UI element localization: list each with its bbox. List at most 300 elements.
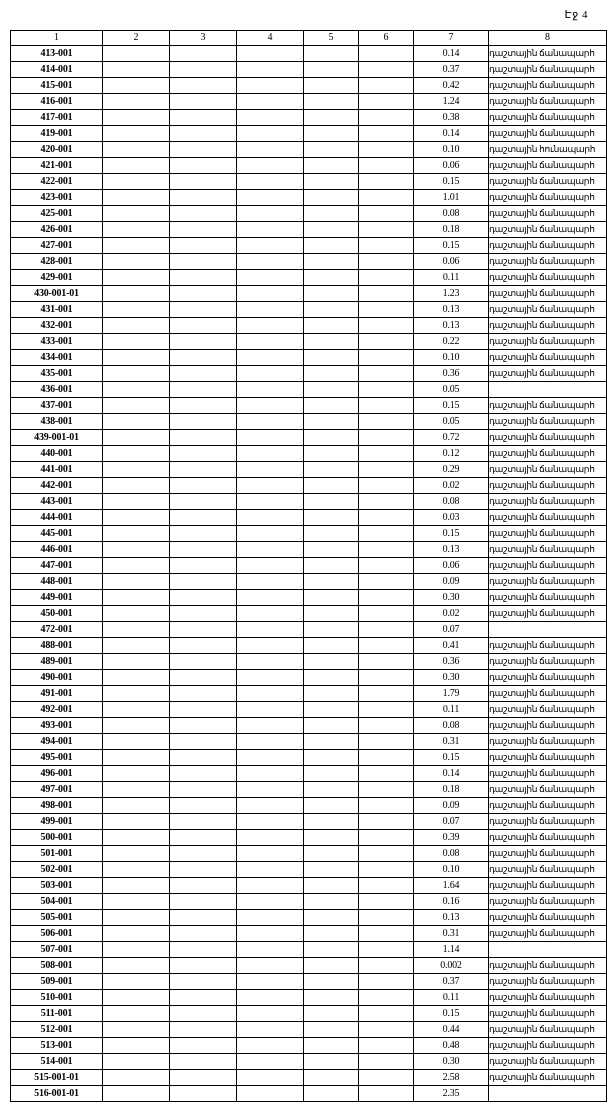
cell-col-3 [170,894,237,910]
cell-col-6 [359,622,414,638]
cell-col-4 [237,670,304,686]
cell-description: դաշտային ճանապարհ [489,878,607,894]
cell-description: դաշտային ճանապարհ [489,62,607,78]
cell-col-6 [359,126,414,142]
cell-value: 0.36 [414,654,489,670]
cell-col-4 [237,494,304,510]
cell-col-4 [237,814,304,830]
cell-col-4 [237,302,304,318]
table-row [11,478,607,494]
cell-description [489,622,607,638]
cell-code: 415-001 [11,78,103,94]
table-row [11,398,607,414]
cell-col-2 [103,670,170,686]
cell-value: 0.05 [414,382,489,398]
cell-col-2 [103,46,170,62]
cell-code: 515-001-01 [11,1070,103,1086]
cell-description: դաշտային ճանապարհ [489,478,607,494]
cell-col-4 [237,686,304,702]
cell-col-6 [359,254,414,270]
cell-code: 426-001 [11,222,103,238]
cell-col-5 [304,446,359,462]
table-row [11,990,607,1006]
cell-col-3 [170,110,237,126]
cell-col-6 [359,190,414,206]
cell-col-4 [237,414,304,430]
column-number-row [11,31,607,46]
cell-value: 0.05 [414,414,489,430]
cell-col-5 [304,238,359,254]
cell-col-6 [359,462,414,478]
cell-col-4 [237,734,304,750]
cell-col-4 [237,270,304,286]
cell-col-6 [359,1070,414,1086]
cell-col-2 [103,622,170,638]
cell-col-4 [237,878,304,894]
cell-code: 510-001 [11,990,103,1006]
cell-col-2 [103,94,170,110]
cell-col-2 [103,798,170,814]
cell-col-3 [170,798,237,814]
table-row [11,1022,607,1038]
cell-col-3 [170,718,237,734]
cell-code: 504-001 [11,894,103,910]
cell-code: 446-001 [11,542,103,558]
cell-col-2 [103,830,170,846]
cell-col-6 [359,782,414,798]
cell-description: դաշտային ճանապարհ [489,958,607,974]
cell-col-3 [170,1054,237,1070]
cell-col-6 [359,158,414,174]
cell-description: դաշտային ճանապարհ [489,750,607,766]
column-header-1: 1 [11,31,103,46]
table-row [11,1086,607,1102]
cell-value: 0.13 [414,910,489,926]
cell-code: 430-001-01 [11,286,103,302]
cell-col-6 [359,910,414,926]
cell-col-4 [237,1070,304,1086]
cell-code: 472-001 [11,622,103,638]
cell-col-3 [170,430,237,446]
cell-col-5 [304,190,359,206]
cell-col-4 [237,622,304,638]
table-row [11,766,607,782]
cell-value: 0.08 [414,494,489,510]
cell-value: 0.39 [414,830,489,846]
cell-col-3 [170,878,237,894]
table-row [11,318,607,334]
cell-col-4 [237,958,304,974]
cell-value: 0.02 [414,478,489,494]
table-row [11,446,607,462]
cell-col-6 [359,382,414,398]
cell-col-5 [304,462,359,478]
cell-col-2 [103,174,170,190]
table-row [11,734,607,750]
cell-col-3 [170,686,237,702]
cell-col-2 [103,526,170,542]
cell-col-2 [103,814,170,830]
cell-value: 0.07 [414,814,489,830]
cell-value: 0.72 [414,430,489,446]
cell-code: 432-001 [11,318,103,334]
cell-col-2 [103,430,170,446]
cell-col-2 [103,270,170,286]
cell-col-2 [103,574,170,590]
table-row [11,430,607,446]
cell-col-5 [304,126,359,142]
cell-col-6 [359,142,414,158]
table-row [11,302,607,318]
cell-col-6 [359,270,414,286]
cell-col-2 [103,318,170,334]
cell-col-4 [237,318,304,334]
cell-value: 0.03 [414,510,489,526]
cell-col-2 [103,542,170,558]
cell-col-3 [170,526,237,542]
cell-col-3 [170,254,237,270]
table-header [11,31,607,46]
cell-description: դաշտային ճանապարհ [489,670,607,686]
cell-col-5 [304,398,359,414]
column-header-8: 8 [489,31,607,46]
cell-col-5 [304,1006,359,1022]
cell-col-4 [237,1054,304,1070]
cell-col-2 [103,958,170,974]
cell-col-4 [237,846,304,862]
cell-col-3 [170,622,237,638]
cell-col-3 [170,190,237,206]
cell-col-6 [359,318,414,334]
cell-col-3 [170,542,237,558]
column-header-3: 3 [170,31,237,46]
cell-code: 445-001 [11,526,103,542]
cell-col-3 [170,334,237,350]
cell-col-3 [170,46,237,62]
cell-col-4 [237,110,304,126]
cell-col-2 [103,222,170,238]
cell-col-2 [103,142,170,158]
cell-col-4 [237,782,304,798]
cell-col-6 [359,94,414,110]
cell-col-5 [304,1086,359,1102]
cell-col-3 [170,94,237,110]
cell-col-3 [170,990,237,1006]
cell-col-3 [170,1022,237,1038]
cell-code: 448-001 [11,574,103,590]
cell-col-2 [103,350,170,366]
cell-description: դաշտային ճանապարհ [489,1054,607,1070]
cell-description: դաշտային հունապարհ [489,142,607,158]
cell-code: 499-001 [11,814,103,830]
table-row [11,366,607,382]
cell-col-2 [103,750,170,766]
cell-code: 437-001 [11,398,103,414]
cell-col-5 [304,926,359,942]
cell-col-5 [304,270,359,286]
cell-col-3 [170,478,237,494]
cell-code: 423-001 [11,190,103,206]
cell-col-5 [304,158,359,174]
cell-code: 508-001 [11,958,103,974]
cell-description: դաշտային ճանապարհ [489,926,607,942]
table-row [11,926,607,942]
cell-col-6 [359,46,414,62]
cell-code: 434-001 [11,350,103,366]
cell-description [489,382,607,398]
cell-value: 0.15 [414,750,489,766]
cell-col-5 [304,558,359,574]
cell-col-5 [304,318,359,334]
table-row [11,830,607,846]
cell-col-3 [170,1006,237,1022]
cell-code: 502-001 [11,862,103,878]
cell-col-3 [170,830,237,846]
cell-code: 428-001 [11,254,103,270]
cell-code: 433-001 [11,334,103,350]
cell-col-3 [170,702,237,718]
cell-description: դաշտային ճանապարհ [489,734,607,750]
cell-col-4 [237,238,304,254]
cell-value: 0.14 [414,126,489,142]
cell-code: 498-001 [11,798,103,814]
table-row [11,526,607,542]
cell-col-3 [170,814,237,830]
cell-description: դաշտային ճանապարհ [489,654,607,670]
cell-col-3 [170,766,237,782]
cell-description: դաշտային ճանապարհ [489,1070,607,1086]
cell-description: դաշտային ճանապարհ [489,894,607,910]
cell-col-3 [170,974,237,990]
cell-description [489,1086,607,1102]
cell-code: 501-001 [11,846,103,862]
cell-description: դաշտային ճանապարհ [489,334,607,350]
cell-col-5 [304,1070,359,1086]
table-row [11,878,607,894]
cell-description: դաշտային ճանապարհ [489,190,607,206]
cell-code: 441-001 [11,462,103,478]
cell-value: 0.15 [414,238,489,254]
cell-value: 0.11 [414,990,489,1006]
cell-col-6 [359,894,414,910]
cell-col-4 [237,222,304,238]
cell-col-3 [170,926,237,942]
table-row [11,558,607,574]
cell-col-2 [103,926,170,942]
cell-col-4 [237,718,304,734]
cell-code: 497-001 [11,782,103,798]
cell-col-4 [237,286,304,302]
cell-col-4 [237,62,304,78]
cell-col-6 [359,62,414,78]
cell-code: 450-001 [11,606,103,622]
cell-description: դաշտային ճանապարհ [489,782,607,798]
table-row [11,702,607,718]
cell-col-5 [304,766,359,782]
cell-col-6 [359,670,414,686]
cell-value: 0.29 [414,462,489,478]
cell-col-5 [304,798,359,814]
cell-col-5 [304,382,359,398]
cell-col-2 [103,878,170,894]
cell-value: 0.22 [414,334,489,350]
cell-description: դաշտային ճանապարհ [489,1038,607,1054]
cell-col-2 [103,862,170,878]
cell-col-2 [103,302,170,318]
cell-description: դաշտային ճանապարհ [489,158,607,174]
cell-col-2 [103,446,170,462]
cell-description: դաշտային ճանապարհ [489,798,607,814]
cell-code: 416-001 [11,94,103,110]
column-header-6: 6 [359,31,414,46]
table-row [11,686,607,702]
cell-col-4 [237,158,304,174]
cell-col-2 [103,334,170,350]
cell-code: 500-001 [11,830,103,846]
cell-code: 438-001 [11,414,103,430]
cell-description: դաշտային ճանապարհ [489,990,607,1006]
cell-code: 444-001 [11,510,103,526]
cell-code: 505-001 [11,910,103,926]
cell-value: 0.37 [414,974,489,990]
cell-col-4 [237,510,304,526]
cell-col-4 [237,1006,304,1022]
table-row [11,206,607,222]
cell-col-6 [359,398,414,414]
cell-code: 449-001 [11,590,103,606]
cell-col-3 [170,910,237,926]
cell-code: 503-001 [11,878,103,894]
cell-col-5 [304,670,359,686]
cell-description: դաշտային ճանապարհ [489,222,607,238]
cell-value: 1.23 [414,286,489,302]
cell-value: 0.12 [414,446,489,462]
cell-col-2 [103,910,170,926]
cell-col-3 [170,670,237,686]
cell-col-2 [103,510,170,526]
cell-col-2 [103,190,170,206]
cell-value: 0.07 [414,622,489,638]
cell-col-2 [103,158,170,174]
cell-col-6 [359,846,414,862]
cell-col-5 [304,734,359,750]
cell-col-6 [359,350,414,366]
cell-col-6 [359,238,414,254]
cell-col-4 [237,382,304,398]
cell-description: դաշտային ճանապարհ [489,254,607,270]
cell-col-2 [103,382,170,398]
cell-col-2 [103,1070,170,1086]
cell-description: դաշտային ճանապարհ [489,318,607,334]
cell-value: 0.09 [414,574,489,590]
cell-col-5 [304,46,359,62]
table-row [11,334,607,350]
table-row [11,350,607,366]
cell-col-4 [237,190,304,206]
cell-code: 516-001-01 [11,1086,103,1102]
cell-description: դաշտային ճանապարհ [489,910,607,926]
cell-col-4 [237,430,304,446]
cell-col-5 [304,1022,359,1038]
cell-col-4 [237,1086,304,1102]
cell-code: 414-001 [11,62,103,78]
cell-col-5 [304,110,359,126]
table-row [11,958,607,974]
table-row [11,142,607,158]
cell-col-2 [103,366,170,382]
cell-code: 413-001 [11,46,103,62]
cell-col-4 [237,350,304,366]
cell-col-2 [103,462,170,478]
cell-col-2 [103,718,170,734]
cell-col-6 [359,702,414,718]
cell-col-5 [304,78,359,94]
cell-col-5 [304,526,359,542]
cell-value: 0.42 [414,78,489,94]
cell-code: 509-001 [11,974,103,990]
cell-description: դաշտային ճանապարհ [489,814,607,830]
cell-code: 514-001 [11,1054,103,1070]
cell-col-3 [170,862,237,878]
cell-col-3 [170,1086,237,1102]
cell-col-6 [359,958,414,974]
cell-col-3 [170,734,237,750]
cell-description: դաշտային ճանապարհ [489,718,607,734]
cell-col-5 [304,702,359,718]
cell-col-6 [359,334,414,350]
cell-col-5 [304,478,359,494]
table-row [11,622,607,638]
cell-col-2 [103,1054,170,1070]
cell-col-5 [304,62,359,78]
cell-col-3 [170,238,237,254]
cell-col-3 [170,174,237,190]
cell-col-3 [170,350,237,366]
cell-col-5 [304,350,359,366]
cell-col-6 [359,206,414,222]
cell-col-5 [304,974,359,990]
cell-description: դաշտային ճանապարհ [489,686,607,702]
table-row [11,158,607,174]
cell-col-4 [237,990,304,1006]
table-row [11,270,607,286]
cell-col-3 [170,638,237,654]
cell-col-4 [237,574,304,590]
cell-col-4 [237,206,304,222]
cell-col-6 [359,878,414,894]
cell-col-6 [359,686,414,702]
table-row [11,782,607,798]
table-row [11,78,607,94]
cell-col-2 [103,110,170,126]
cell-col-5 [304,958,359,974]
cell-col-4 [237,526,304,542]
cell-col-2 [103,254,170,270]
cell-description: դաշտային ճանապարհ [489,974,607,990]
cell-col-2 [103,702,170,718]
cell-col-6 [359,990,414,1006]
cell-col-5 [304,622,359,638]
cell-description: դաշտային ճանապարհ [489,366,607,382]
cell-description: դաշտային ճանապարհ [489,1022,607,1038]
cell-code: 493-001 [11,718,103,734]
column-header-4: 4 [237,31,304,46]
cell-value: 0.08 [414,846,489,862]
cell-col-4 [237,558,304,574]
cell-col-3 [170,78,237,94]
cell-col-4 [237,398,304,414]
cell-col-6 [359,430,414,446]
